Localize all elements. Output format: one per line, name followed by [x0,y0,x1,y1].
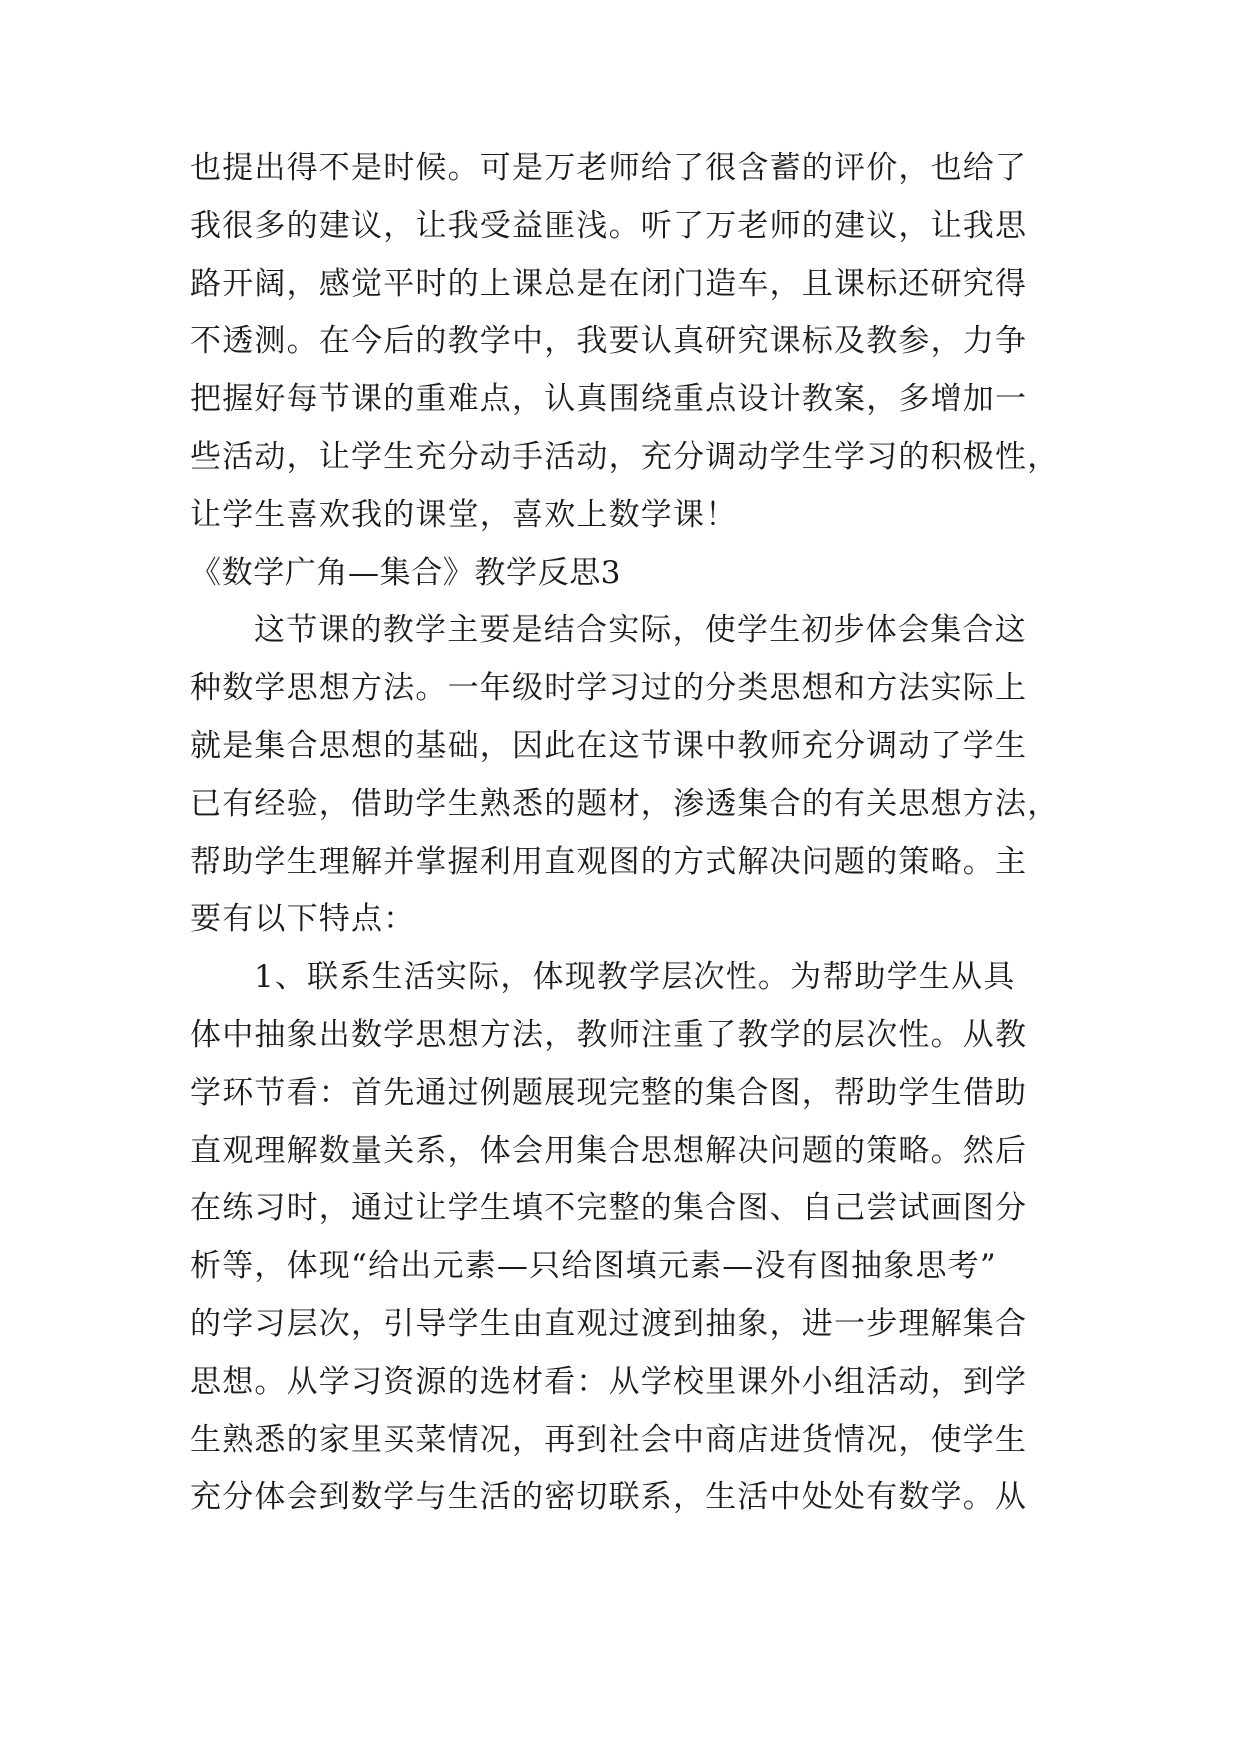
text-line: 把握好每节课的重难点，认真围绕重点设计教案，多增加一 [190,381,1028,418]
text-line: 的学习层次，引导学生由直观过渡到抽象，进一步理解集合 [190,1305,1028,1342]
text-line: 让学生喜欢我的课堂，喜欢上数学课！ [190,496,738,533]
text-line: 直观理解数量关系，体会用集合思想解决问题的策略。然后 [190,1132,1028,1169]
section-heading: 《数学广角—集合》教学反思3 [190,554,622,591]
body-text [190,140,1070,1527]
text-line: 学环节看：首先通过例题展现完整的集合图，帮助学生借助 [190,1074,1028,1111]
text-line: 也提出得不是时候。可是万老师给了很含蓄的评价，也给了 [190,150,1028,186]
text-line: 思想。从学习资源的选材看：从学校里课外小组活动，到学 [190,1363,1028,1400]
text-line: 已有经验，借助学生熟悉的题材，渗透集合的有关思想方法， [190,785,1060,822]
text-line: 析等，体现“给出元素—只给图填元素—没有图抽象思考” [190,1248,997,1285]
text-line: 生熟悉的家里买菜情况，再到社会中商店进货情况，使学生 [190,1421,1028,1458]
text-line: 充分体会到数学与生活的密切联系，生活中处处有数学。从 [190,1479,1028,1516]
text-line: 要有以下特点： [190,901,416,938]
text-line: 帮助学生理解并掌握利用直观图的方式解决问题的策略。主 [190,843,1028,880]
text-line: 路开阔，感觉平时的上课总是在闭门造车，且课标还研究得 [190,265,1028,302]
paragraph-first-line: 1、联系生活实际，体现教学层次性。为帮助学生从具 [254,959,1016,996]
paragraph-first-line: 这节课的教学主要是结合实际，使学生初步体会集合这 [254,612,1027,649]
text-line: 种数学思想方法。一年级时学习过的分类思想和方法实际上 [190,670,1028,707]
text-line: 体中抽象出数学思想方法，教师注重了教学的层次性。从教 [190,1016,1028,1053]
text-line: 我很多的建议，让我受益匪浅。听了万老师的建议，让我思 [190,207,1028,244]
text-line: 在练习时，通过让学生填不完整的集合图、自己尝试画图分 [190,1190,1028,1227]
text-line: 就是集合思想的基础，因此在这节课中教师充分调动了学生 [190,727,1028,764]
text-line: 些活动，让学生充分动手活动，充分调动学生学习的积极性， [190,438,1060,475]
text-line: 不透测。在今后的教学中，我要认真研究课标及教参，力争 [190,323,1028,360]
